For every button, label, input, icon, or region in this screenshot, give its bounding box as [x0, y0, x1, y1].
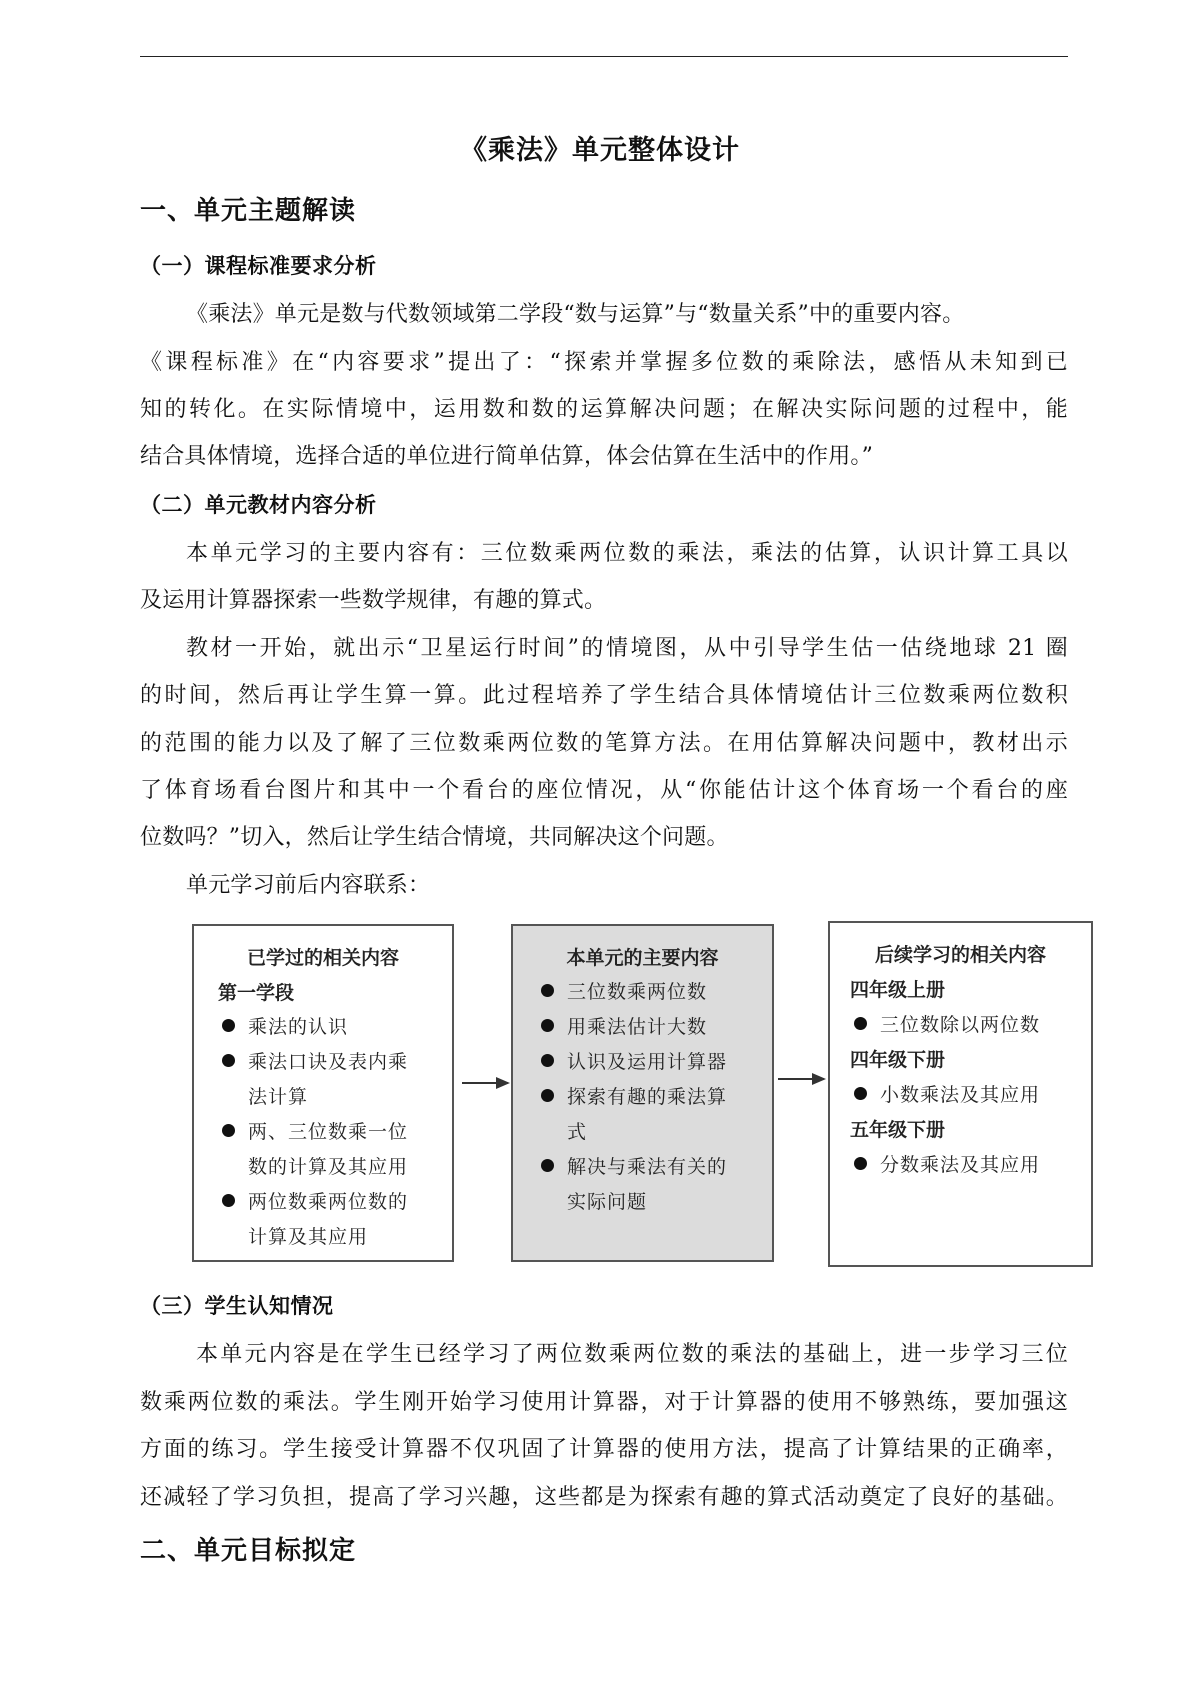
prior-item: 法计算 — [248, 1086, 309, 1108]
prior-stage-label: 第一学段 — [218, 982, 295, 1004]
prior-content-box — [192, 924, 454, 1262]
followup-item: 三位数除以两位数 — [880, 1014, 1041, 1036]
bullet-icon — [541, 1089, 554, 1102]
prior-item: 计算及其应用 — [248, 1226, 369, 1248]
prior-item: 乘法的认识 — [248, 1016, 349, 1038]
paragraph-line: 单元学习前后内容联系： — [186, 873, 431, 898]
paragraph-line: 及运用计算器探索一些数学规律，有趣的算式。 — [140, 588, 607, 613]
paragraph-line: 还减轻了学习负担，提高了学习兴趣，这些都是为探索有趣的算式活动奠定了良好的基础。 — [140, 1485, 1068, 1510]
paragraph-line: 的范围的能力以及了解了三位数乘两位数的笔算方法。在用估算解决问题中，教材出示 — [140, 731, 1068, 756]
followup-content-box — [828, 921, 1093, 1267]
grade-label: 四年级下册 — [850, 1049, 946, 1071]
header-rule — [140, 56, 1068, 57]
unit-content-title: 本单元的主要内容 — [566, 947, 719, 969]
followup-content-title: 后续学习的相关内容 — [874, 944, 1046, 966]
unit-item: 探索有趣的乘法算 — [567, 1086, 728, 1108]
unit-item: 认识及运用计算器 — [567, 1051, 728, 1073]
paragraph-line: 位数吗？”切入，然后让学生结合情境，共同解决这个问题。 — [140, 825, 729, 850]
unit-item: 解决与乘法有关的 — [567, 1156, 728, 1178]
paragraph-line: 了体育场看台图片和其中一个看台的座位情况，从“你能估计这个体育场一个看台的座 — [140, 778, 1068, 803]
bullet-icon — [854, 1087, 867, 1100]
prior-item: 两位数乘两位数的 — [248, 1191, 409, 1213]
prior-item: 乘法口诀及表内乘 — [248, 1051, 409, 1073]
bullet-icon — [541, 1054, 554, 1067]
paragraph-line: 的时间，然后再让学生算一算。此过程培养了学生结合具体情境估计三位数乘两位数积 — [140, 683, 1068, 708]
sub1-heading: （一）课程标准要求分析 — [140, 254, 377, 278]
section1-heading: 一、单元主题解读 — [140, 196, 357, 226]
followup-item: 小数乘法及其应用 — [880, 1084, 1041, 1106]
bullet-icon — [541, 1019, 554, 1032]
unit-content-box — [511, 924, 774, 1262]
paragraph-line: 知的转化。在实际情境中，运用数和数的运算解决问题；在解决实际问题的过程中，能 — [140, 397, 1068, 422]
paragraph-line: 教材一开始，就出示“卫星运行时间”的情境图，从中引导学生估一估绕地球 21 圈 — [186, 636, 1068, 661]
arrow-right-icon — [462, 1082, 508, 1084]
unit-item: 式 — [567, 1121, 588, 1143]
unit-item: 三位数乘两位数 — [567, 981, 708, 1003]
bullet-icon — [854, 1017, 867, 1030]
bullet-icon — [222, 1124, 235, 1137]
bullet-icon — [541, 984, 554, 997]
prior-item: 两、三位数乘一位 — [248, 1121, 409, 1143]
arrow-right-icon — [778, 1078, 824, 1080]
sub3-heading: （三）学生认知情况 — [140, 1294, 334, 1318]
prior-content-title: 已学过的相关内容 — [246, 947, 399, 969]
sub2-heading: （二）单元教材内容分析 — [140, 493, 377, 517]
unit-item: 实际问题 — [567, 1191, 648, 1213]
paragraph-line: 结合具体情境，选择合适的单位进行简单估算，体会估算在生活中的作用。” — [140, 444, 874, 469]
page-title: 《乘法》单元整体设计 — [460, 135, 740, 166]
paragraph-line: 数乘两位数的乘法。学生刚开始学习使用计算器，对于计算器的使用不够熟练，要加强这 — [140, 1390, 1068, 1415]
paragraph-line: 方面的练习。学生接受计算器不仅巩固了计算器的使用方法，提高了计算结果的正确率， — [140, 1437, 1068, 1462]
paragraph-line: 《乘法》单元是数与代数领域第二学段“数与运算”与“数量关系”中的重要内容。 — [186, 302, 965, 327]
grade-label: 五年级下册 — [850, 1119, 946, 1141]
bullet-icon — [854, 1157, 867, 1170]
paragraph-line: 《课程标准》在“内容要求”提出了：“探索并掌握多位数的乘除法，感悟从未知到已 — [140, 350, 1068, 375]
section2-heading: 二、单元目标拟定 — [140, 1536, 357, 1566]
paragraph-line: 本单元内容是在学生已经学习了两位数乘两位数的乘法的基础上，进一步学习三位 — [196, 1342, 1068, 1367]
followup-item: 分数乘法及其应用 — [880, 1154, 1041, 1176]
grade-label: 四年级上册 — [850, 979, 946, 1001]
paragraph-line: 本单元学习的主要内容有：三位数乘两位数的乘法，乘法的估算，认识计算工具以 — [186, 541, 1068, 566]
bullet-icon — [541, 1159, 554, 1172]
bullet-icon — [222, 1019, 235, 1032]
unit-item: 用乘法估计大数 — [567, 1016, 708, 1038]
prior-item: 数的计算及其应用 — [248, 1156, 409, 1178]
bullet-icon — [222, 1194, 235, 1207]
bullet-icon — [222, 1054, 235, 1067]
